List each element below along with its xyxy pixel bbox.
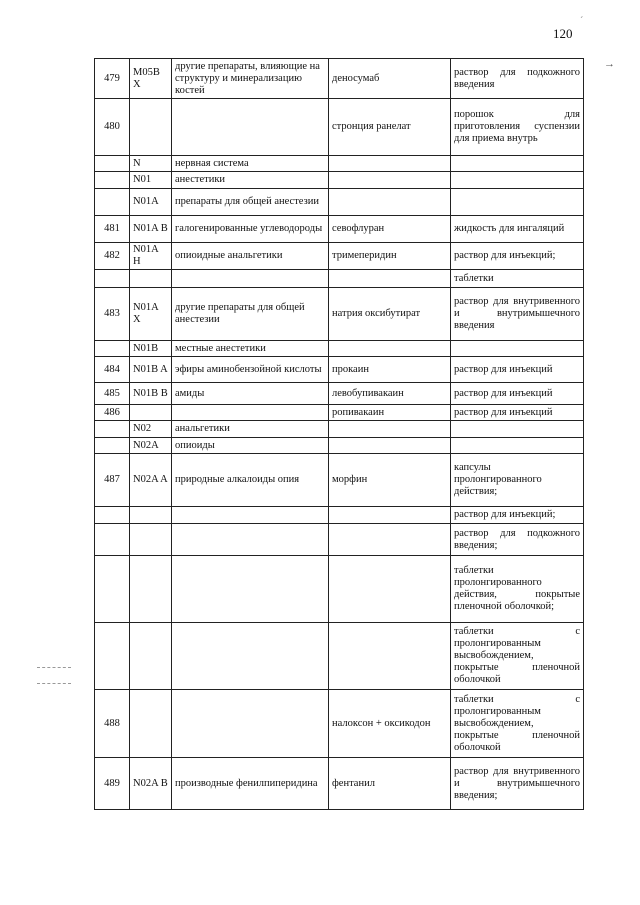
dosage-form: таблетки пролонгированного действия, покрытые пленочной оболочкой; [451, 556, 584, 623]
dosage-form: таблетки с пролонгированным высвобождением, покрытые пленочной оболочкой [451, 690, 584, 758]
drug-name: фентанил [329, 758, 451, 810]
margin-dash [37, 667, 71, 668]
tick-mark: ´ [580, 16, 584, 27]
row-number: 483 [95, 288, 130, 341]
group-name: опиоидные анальгетики [172, 243, 329, 270]
drug-name [329, 623, 451, 690]
row-number: 480 [95, 99, 130, 156]
atc-code: N02 [130, 421, 172, 438]
group-name: амиды [172, 383, 329, 405]
atc-code: N02A B [130, 758, 172, 810]
atc-code: M05B X [130, 59, 172, 99]
table-row [95, 524, 584, 556]
row-number [95, 172, 130, 189]
row-number: 486 [95, 405, 130, 421]
drug-name [329, 507, 451, 524]
table-row [95, 405, 584, 421]
row-number [95, 556, 130, 623]
dosage-form: порошок для приготовления суспензии для приема внутрь [451, 99, 584, 156]
table-row [95, 507, 584, 524]
drug-name: деносумаб [329, 59, 451, 99]
drug-name [329, 341, 451, 357]
row-number: 485 [95, 383, 130, 405]
atc-code: N01A B [130, 216, 172, 243]
table-row [95, 357, 584, 383]
row-number: 487 [95, 454, 130, 507]
dosage-form [451, 341, 584, 357]
group-name: опиоиды [172, 438, 329, 454]
group-name: препараты для общей анестезии [172, 189, 329, 216]
row-number [95, 438, 130, 454]
dosage-form: таблетки [451, 270, 584, 288]
atc-code: N01B A [130, 357, 172, 383]
table-row [95, 421, 584, 438]
drug-name: ропивакаин [329, 405, 451, 421]
row-number [95, 156, 130, 172]
row-number [95, 189, 130, 216]
atc-code [130, 507, 172, 524]
atc-code: N02A A [130, 454, 172, 507]
group-name [172, 524, 329, 556]
row-number [95, 341, 130, 357]
atc-code: N01A X [130, 288, 172, 341]
drug-name [329, 438, 451, 454]
drug-name [329, 421, 451, 438]
dosage-form: раствор для подкожного введения; [451, 524, 584, 556]
row-number: 482 [95, 243, 130, 270]
group-name: нервная система [172, 156, 329, 172]
group-name: другие препараты для общей анестезии [172, 288, 329, 341]
group-name: эфиры аминобензойной кислоты [172, 357, 329, 383]
row-number: 481 [95, 216, 130, 243]
group-name [172, 270, 329, 288]
drug-name: левобупивакаин [329, 383, 451, 405]
group-name [172, 690, 329, 758]
corner-mark: → [604, 58, 615, 70]
row-number [95, 421, 130, 438]
group-name: галогенированные углеводороды [172, 216, 329, 243]
row-number [95, 270, 130, 288]
atc-code [130, 270, 172, 288]
dosage-form: раствор для внутривенного и внутримышечного введения [451, 288, 584, 341]
margin-dash [37, 683, 71, 684]
group-name: местные анестетики [172, 341, 329, 357]
row-number [95, 507, 130, 524]
dosage-form [451, 438, 584, 454]
table-row [95, 243, 584, 270]
atc-code: N01A [130, 189, 172, 216]
dosage-form: раствор для инъекций; [451, 243, 584, 270]
drug-name: тримеперидин [329, 243, 451, 270]
atc-code [130, 524, 172, 556]
dosage-form [451, 156, 584, 172]
atc-code: N01B [130, 341, 172, 357]
dosage-form: раствор для подкожного введения [451, 59, 584, 99]
dosage-form: раствор для внутривенного и внутримышечного введения; [451, 758, 584, 810]
row-number [95, 623, 130, 690]
table-row [95, 270, 584, 288]
table-row [95, 172, 584, 189]
dosage-form: раствор для инъекций [451, 383, 584, 405]
row-number: 479 [95, 59, 130, 99]
drug-name: прокаин [329, 357, 451, 383]
group-name: другие препараты, влияющие на структуру и минерализацию костей [172, 59, 329, 99]
drug-name [329, 189, 451, 216]
group-name [172, 405, 329, 421]
row-number: 484 [95, 357, 130, 383]
atc-code: N01A H [130, 243, 172, 270]
drug-name [329, 524, 451, 556]
dosage-form [451, 172, 584, 189]
table-row [95, 454, 584, 507]
atc-code [130, 623, 172, 690]
table-row [95, 216, 584, 243]
drug-name: налоксон + оксикодон [329, 690, 451, 758]
table-body [95, 59, 584, 810]
table-row [95, 383, 584, 405]
table-row [95, 59, 584, 99]
atc-code [130, 405, 172, 421]
drug-name [329, 270, 451, 288]
drug-name: морфин [329, 454, 451, 507]
dosage-form: таблетки с пролонгированным высвобождением, покрытые пленочной оболочкой [451, 623, 584, 690]
drug-name [329, 556, 451, 623]
table-row [95, 556, 584, 623]
group-name [172, 99, 329, 156]
dosage-form: раствор для инъекций; [451, 507, 584, 524]
atc-code: N01B B [130, 383, 172, 405]
atc-code [130, 99, 172, 156]
atc-code [130, 556, 172, 623]
table-row [95, 99, 584, 156]
group-name: анестетики [172, 172, 329, 189]
dosage-form: раствор для инъекций [451, 357, 584, 383]
atc-code [130, 690, 172, 758]
page-number: 120 [553, 26, 573, 41]
group-name [172, 623, 329, 690]
dosage-form: раствор для инъекций [451, 405, 584, 421]
table-row [95, 341, 584, 357]
group-name: производные фенилпиперидина [172, 758, 329, 810]
drug-name [329, 156, 451, 172]
row-number: 489 [95, 758, 130, 810]
table-row [95, 438, 584, 454]
table-row [95, 623, 584, 690]
table-row [95, 156, 584, 172]
row-number [95, 524, 130, 556]
group-name: анальгетики [172, 421, 329, 438]
atc-code: N01 [130, 172, 172, 189]
atc-code: N02A [130, 438, 172, 454]
dosage-form [451, 421, 584, 438]
group-name [172, 556, 329, 623]
drug-name: натрия оксибутират [329, 288, 451, 341]
drug-name: стронция ранелат [329, 99, 451, 156]
medicines-table [94, 58, 584, 810]
drug-name [329, 172, 451, 189]
table-row [95, 288, 584, 341]
table-row [95, 758, 584, 810]
row-number: 488 [95, 690, 130, 758]
table-row [95, 189, 584, 216]
atc-code: N [130, 156, 172, 172]
dosage-form: капсулы пролонгированного действия; [451, 454, 584, 507]
dosage-form [451, 189, 584, 216]
table-row [95, 690, 584, 758]
group-name: природные алкалоиды опия [172, 454, 329, 507]
group-name [172, 507, 329, 524]
drug-name: севофлуран [329, 216, 451, 243]
dosage-form: жидкость для ингаляций [451, 216, 584, 243]
